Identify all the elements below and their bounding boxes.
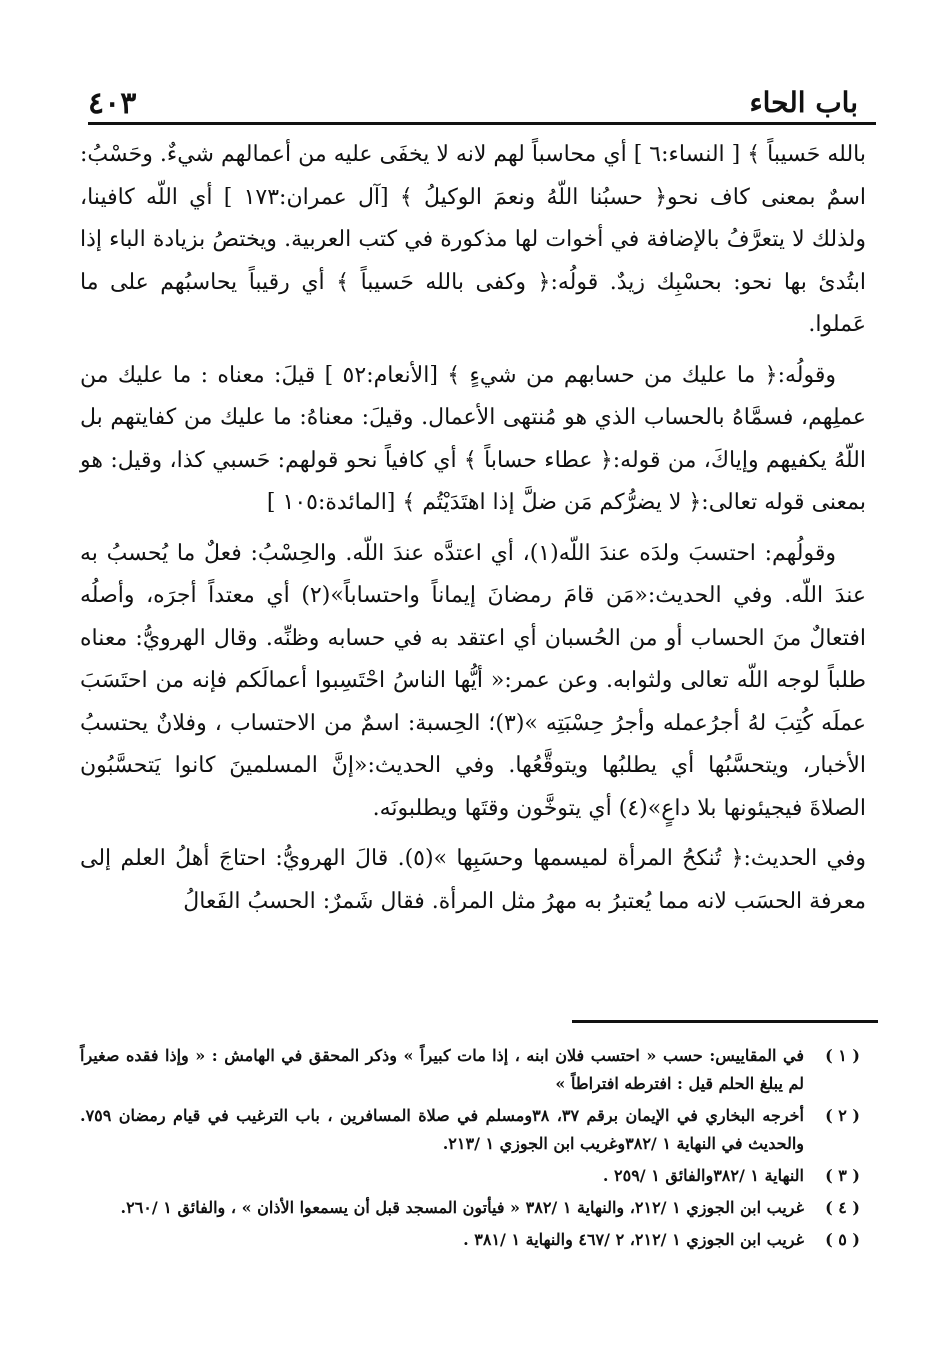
footnote-number: ( ٤ ) xyxy=(825,1198,860,1217)
footnotes xyxy=(80,1042,860,1258)
page-number: ٤٠٣ xyxy=(88,86,137,121)
paragraph: وقولُهم: احتسبَ ولدَه عندَ اللّه(١)، أي اعتدَّه عندَ اللّه. والحِسْبُ: فعلٌ ما يُحسبُ به عندَ اللّه. وفي الحديث:«مَن قامَ رمضانَ إيماناً واحتساباً»(٢) أي معتداً أجرَه، وأصلُه افتعالٌ منَ الحساب أو من الحُسبان أي اعتقد به في حسابه وظنِّه. وقال الهرويُّ: معناه طلباً لوجه اللّه تعالى ولثوابه. وعن عمر:« أيُّها الناسُ احْتَسِبوا أعمالَكم فإنه من احتَسَبَ عملَه كُتِبَ لهُ أجرُعمله وأجرُ حِسْبَتِه »(٣)؛ الحِسبة: اسمٌ من الاحتساب ، وفلانٌ يحتسبُ الأخبار، ويتحسَّبُها أي يطلبُها ويتوقَّعُها. وفي الحديث:«إنَّ المسلمينَ كانوا يَتحسَّبُون الصلاةَ فيجيئونها بلا داعٍ»(٤) أي يتوخَّون وقتَها ويطلبونَه. xyxy=(80,540,867,821)
footnote-number: ( ٢ ) xyxy=(825,1106,860,1125)
footnote-number: ( ٣ ) xyxy=(825,1166,860,1185)
footnote xyxy=(80,1042,860,1098)
footnote-number: ( ٥ ) xyxy=(825,1230,860,1249)
footnote xyxy=(80,1194,860,1222)
main-text xyxy=(80,134,866,931)
page-header xyxy=(88,86,858,120)
paragraph: وقولُه:﴿ ما عليك من حسابهم من شيءٍ ﴾ [الأنعام:٥٢ ] قيلَ: معناه : ما عليك من عملِهم، فسمَّاهُ بالحساب الذي هو مُنتهى الأعمال. وقيلَ: معناهُ: ما عليك من كفايتهم بل اللّهُ يكفيهم وإياكَ، من قوله:﴿ عطاء حساباً ﴾ أي كافياً نحو قولهم: حَسبي كذا، وقيل: هو بمعنى قوله تعالى:﴿ لا يضرُّكم مَن ضلَّ إذا اهتَدَيْتُم ﴾ [المائدة:١٠٥ ] xyxy=(80,362,866,515)
paragraph: وفي الحديث:﴿ تُنكحُ المرأة لميسمها وحسَبِها »(٥). قالَ الهرويُّ: احتاجَ أهلُ العلم إلى معرفة الحسَب لانه مما يُعتبرُ به مهرُ مثل المرأة. فقال شَمرٌ: الحسبُ الفَعالُ xyxy=(80,846,866,914)
footnote-text: غريب ابن الجوزي ١ /٢١٢، ٢ /٤٦٧ والنهاية ١ /٣٨١ . xyxy=(463,1230,804,1249)
footnote-number: ( ١ ) xyxy=(825,1046,860,1065)
footnote xyxy=(80,1102,860,1158)
footnote-rule xyxy=(572,1020,878,1023)
footnote-text: النهاية ١ /٣٨٢والفائق ١ /٢٥٩ . xyxy=(602,1166,804,1185)
paragraph: بالله حَسيباً ﴾ [ النساء:٦ ] أي محاسباً لهم لانه لا يخفَى عليه من أعمالهم شيءٌ. وحَسْبُ: اسمٌ بمعنى كاف نحو﴿ حسبُنا اللّهُ ونعمَ الوكيلُ ﴾ [آل عمران:١٧٣ ] أي اللّه كافينا، ولذلك لا يتعرَّفُ بالإضافة في أخوات لها مذكورة في كتب العربية. ويختصُ بزيادة الباء إذا ابتُدئ بها نحو: بحسْبِك زيدٌ. قولُه:﴿ وكفى بالله حَسيباً ﴾ أي رقيباً يحاسبُهم على ما عَملوا. xyxy=(80,142,866,337)
footnote-text: أخرجه البخاري في الإيمان برقم ٣٧، ٣٨ومسلم في صلاة المسافرين ، باب الترغيب في قيام رمضان ٧٥٩. والحديث في النهاية ١ /٣٨٢وغريب ابن الجوزي ١ /٢١٣. xyxy=(80,1106,805,1153)
footnote-text: في المقاييس: حسب « احتسب فلان ابنه ، إذا مات كبيراً » وذكر المحقق في الهامش : « وإذا فقده صغيراً لم يبلغ الحلم قيل : افترطه افتراطاً » xyxy=(80,1046,804,1093)
section-title: باب الحاء xyxy=(749,86,858,119)
footnote-text: غريب ابن الجوزي ١ /٢١٢، والنهاية ١ /٣٨٢ « فيأتون المسجد قبل أن يسمعوا الأذان » ، والفائق ١ /٢٦٠. xyxy=(120,1198,804,1217)
header-rule xyxy=(88,122,876,125)
footnote xyxy=(80,1226,860,1254)
footnote xyxy=(80,1162,860,1190)
